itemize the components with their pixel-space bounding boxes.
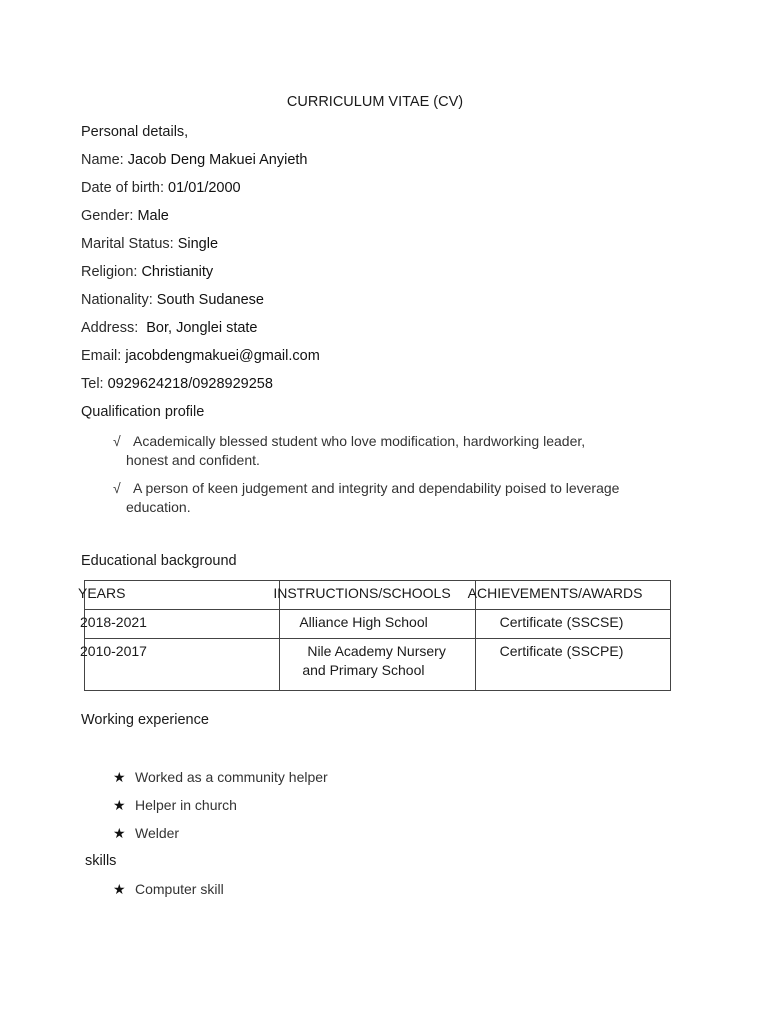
header-cell: ACHIEVEMENTS/AWARDS (475, 581, 670, 610)
skills-heading: skills (85, 853, 117, 869)
nationality-row (81, 292, 264, 308)
experience-heading: Working experience (81, 712, 209, 728)
name-value: Jacob Deng Makuei Anyieth (127, 152, 308, 168)
gender-label: Gender: (81, 208, 134, 224)
qualification-text-cont: honest and confident. (126, 452, 260, 468)
qualification-text-cont: education. (126, 499, 191, 515)
check-icon: √ (113, 433, 121, 449)
name-row (81, 152, 308, 168)
name-label: Name: (81, 152, 124, 168)
education-heading: Educational background (81, 553, 237, 569)
qualification-heading: Qualification profile (81, 404, 205, 420)
marital-value: Single (177, 236, 219, 252)
list-item: ★ Welder (113, 825, 180, 841)
star-icon: ★ (113, 825, 126, 841)
address-row (81, 320, 258, 336)
tel-label: Tel: (81, 376, 104, 392)
nationality-label: Nationality: (81, 292, 153, 308)
award-cell: Certificate (SSCSE) (475, 610, 670, 639)
marital-label: Marital Status: (81, 236, 174, 252)
years-cell: 2018-2021 (85, 610, 280, 639)
gender-row (81, 208, 169, 224)
qualification-text: A person of keen judgement and integrity and dependability poised to leverage (133, 480, 620, 496)
marital-row (81, 236, 218, 252)
list-item: ★ Computer skill (113, 881, 224, 897)
school-cell: Alliance High School (280, 610, 475, 639)
star-icon: ★ (113, 881, 126, 897)
email-label: Email: (81, 348, 122, 364)
award-cell: Certificate (SSCPE) (475, 639, 670, 691)
religion-row (81, 264, 213, 280)
education-table (78, 580, 671, 691)
address-value: Bor, Jonglei state (146, 320, 258, 336)
header-cell: YEARS (85, 581, 280, 610)
star-icon: ★ (113, 769, 126, 785)
qualification-item (113, 479, 673, 517)
check-icon: √ (113, 480, 121, 496)
list-item: ★ Worked as a community helper (113, 769, 328, 785)
qualification-text: Academically blessed student who love modification, hardworking leader, (133, 433, 586, 449)
nationality-value: South Sudanese (156, 292, 264, 308)
address-label: Address: (81, 320, 139, 336)
qualification-item (113, 432, 673, 470)
dob-row (81, 180, 241, 196)
table-row (85, 639, 671, 691)
header-cell: INSTRUCTIONS/SCHOOLS (280, 581, 475, 610)
email-row (81, 348, 320, 364)
gender-value: Male (137, 208, 169, 224)
table-header-row (85, 581, 671, 610)
personal-details-heading: Personal details, (81, 124, 189, 140)
tel-value: 0929624218/0928929258 (107, 376, 273, 392)
years-cell: 2010-2017 (85, 639, 280, 691)
table-row (85, 610, 671, 639)
list-item: ★ Helper in church (113, 797, 237, 813)
dob-label: Date of birth: (81, 180, 165, 196)
email-value: jacobdengmakuei@gmail.com (125, 348, 320, 364)
religion-label: Religion: (81, 264, 138, 280)
tel-row (81, 376, 273, 392)
religion-value: Christianity (141, 264, 214, 280)
dob-value: 01/01/2000 (168, 180, 241, 196)
cv-title: CURRICULUM VITAE (CV) (286, 94, 464, 110)
school-cell: Nile Academy Nursery and Primary School (280, 639, 475, 691)
star-icon: ★ (113, 797, 126, 813)
